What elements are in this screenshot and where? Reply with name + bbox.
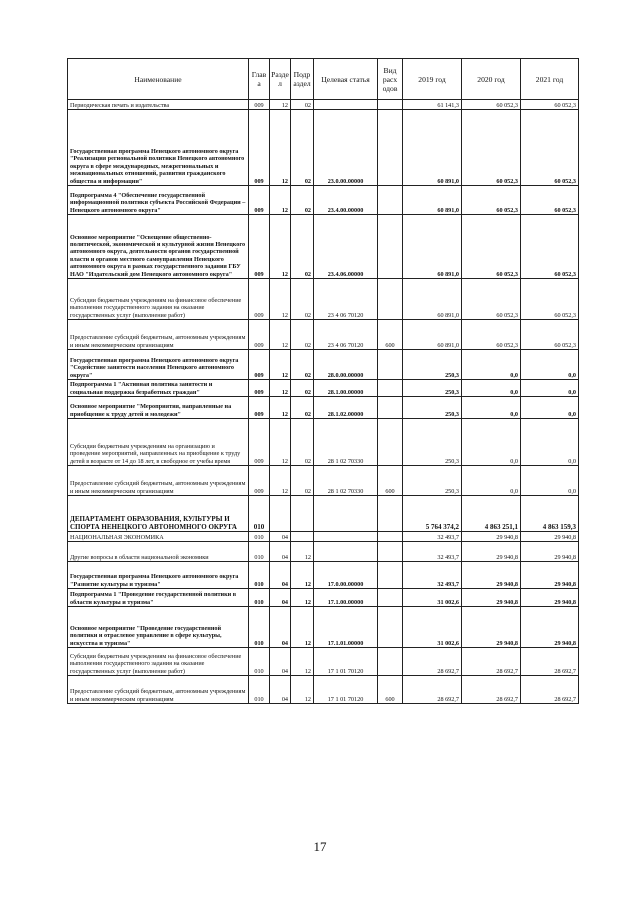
cell-glava: 010 — [249, 589, 270, 607]
table-row — [68, 215, 579, 279]
table-row — [68, 419, 579, 466]
cell-name: Другие вопросы в области национальной экономики — [68, 542, 249, 562]
cell-razdel: 12 — [270, 279, 291, 320]
cell-name: НАЦИОНАЛЬНАЯ ЭКОНОМИКА — [68, 532, 249, 542]
budget-table — [67, 58, 579, 704]
header-razdel: Разде л — [270, 59, 291, 100]
cell-2019: 61 141,3 — [403, 100, 462, 110]
cell-name: Субсидии бюджетным учреждениям на финансовое обеспечение выполнения государственного задания на оказание государственных услуг (выполнение работ) — [68, 279, 249, 320]
cell-expense-type: 600 — [378, 320, 403, 350]
cell-2019: 250,3 — [403, 419, 462, 466]
cell-2019: 31 002,6 — [403, 607, 462, 648]
cell-2020: 0,0 — [462, 397, 521, 419]
cell-podrazdel: 02 — [291, 186, 314, 215]
cell-2020: 29 940,8 — [462, 542, 521, 562]
header-target: Целевая статья — [314, 59, 378, 100]
table-row — [68, 186, 579, 215]
cell-2021: 0,0 — [521, 397, 579, 419]
cell-2020: 60 052,3 — [462, 100, 521, 110]
cell-expense-type — [378, 110, 403, 186]
header-name: Наименование — [68, 59, 249, 100]
table-row — [68, 279, 579, 320]
cell-2019: 60 891,0 — [403, 110, 462, 186]
cell-target: 17.1.01.00000 — [314, 607, 378, 648]
cell-2021: 0,0 — [521, 380, 579, 397]
cell-target: 28.0.00.00000 — [314, 350, 378, 380]
cell-podrazdel — [291, 496, 314, 532]
cell-podrazdel: 12 — [291, 676, 314, 704]
cell-name: Основное мероприятие "Проведение государственной политики и отраслевое управление в сфере культуры, искусства и туризма" — [68, 607, 249, 648]
cell-podrazdel: 02 — [291, 350, 314, 380]
cell-glava: 010 — [249, 542, 270, 562]
cell-2020: 29 940,8 — [462, 607, 521, 648]
table-row — [68, 466, 579, 496]
cell-expense-type — [378, 562, 403, 589]
cell-target: 17 1 01 70120 — [314, 648, 378, 676]
cell-2020: 0,0 — [462, 350, 521, 380]
cell-2020: 60 052,3 — [462, 110, 521, 186]
table-row — [68, 542, 579, 562]
cell-name: Основное мероприятие "Мероприятия, направленные на приобщение к труду детей и молодежи" — [68, 397, 249, 419]
cell-razdel: 12 — [270, 186, 291, 215]
cell-razdel: 04 — [270, 607, 291, 648]
cell-expense-type — [378, 419, 403, 466]
cell-podrazdel: 12 — [291, 648, 314, 676]
header-glava: Глав а — [249, 59, 270, 100]
cell-glava: 010 — [249, 532, 270, 542]
table-row — [68, 562, 579, 589]
cell-2021: 60 052,3 — [521, 186, 579, 215]
cell-glava: 009 — [249, 279, 270, 320]
cell-expense-type — [378, 350, 403, 380]
cell-razdel: 04 — [270, 532, 291, 542]
header-expense-type: Вид расх одов — [378, 59, 403, 100]
cell-target — [314, 532, 378, 542]
cell-razdel: 12 — [270, 419, 291, 466]
cell-2020: 28 692,7 — [462, 676, 521, 704]
cell-target: 23.4.06.00000 — [314, 215, 378, 279]
cell-expense-type — [378, 648, 403, 676]
table-row — [68, 100, 579, 110]
cell-razdel: 04 — [270, 562, 291, 589]
cell-podrazdel: 12 — [291, 607, 314, 648]
cell-razdel: 12 — [270, 397, 291, 419]
cell-2020: 28 692,7 — [462, 648, 521, 676]
header-2019: 2019 год — [403, 59, 462, 100]
cell-expense-type — [378, 397, 403, 419]
cell-podrazdel: 02 — [291, 419, 314, 466]
header-2021: 2021 год — [521, 59, 579, 100]
cell-glava: 009 — [249, 350, 270, 380]
cell-razdel: 04 — [270, 676, 291, 704]
cell-razdel: 04 — [270, 648, 291, 676]
cell-2020: 0,0 — [462, 419, 521, 466]
cell-target: 23.4.00.00000 — [314, 186, 378, 215]
cell-name: Предоставление субсидий бюджетным, автономным учреждениям и иным некоммерческим организациям — [68, 320, 249, 350]
cell-expense-type: 600 — [378, 676, 403, 704]
cell-glava: 009 — [249, 380, 270, 397]
cell-name: Основное мероприятие "Освещение общественно-политической, экономической и культурной жизни Ненецкого автономного округа, деятельности органов государственной власти и органов местного самоуправления Ненецкого автономного округа в рамках государственного задания ГБУ НАО "Издательский дом Ненецкого автономного округа" — [68, 215, 249, 279]
cell-expense-type — [378, 496, 403, 532]
cell-razdel: 12 — [270, 100, 291, 110]
cell-target: 23 4 06 70120 — [314, 320, 378, 350]
cell-2019: 28 692,7 — [403, 648, 462, 676]
cell-name: Подпрограмма 4 "Обеспечение государственной информационной политики субъекта Российской Федерации – Ненецкого автономного округа" — [68, 186, 249, 215]
cell-2020: 60 052,3 — [462, 215, 521, 279]
cell-podrazdel — [291, 532, 314, 542]
cell-podrazdel: 02 — [291, 110, 314, 186]
cell-name: Предоставление субсидий бюджетным, автономным учреждениям и иным некоммерческим организациям — [68, 466, 249, 496]
cell-target: 17 1 01 70120 — [314, 676, 378, 704]
cell-2021: 60 052,3 — [521, 110, 579, 186]
table-row — [68, 589, 579, 607]
cell-podrazdel: 02 — [291, 466, 314, 496]
cell-2020: 60 052,3 — [462, 186, 521, 215]
table-row — [68, 607, 579, 648]
cell-podrazdel: 02 — [291, 279, 314, 320]
cell-target: 23 4 06 70120 — [314, 279, 378, 320]
header-2020: 2020 год — [462, 59, 521, 100]
cell-expense-type — [378, 279, 403, 320]
cell-2019: 28 692,7 — [403, 676, 462, 704]
cell-razdel: 12 — [270, 350, 291, 380]
cell-2019: 60 891,0 — [403, 186, 462, 215]
cell-2019: 32 493,7 — [403, 562, 462, 589]
cell-name: Подпрограмма 1 "Активная политика занятости и социальная поддержка безработных граждан" — [68, 380, 249, 397]
cell-glava: 009 — [249, 466, 270, 496]
cell-podrazdel: 02 — [291, 397, 314, 419]
cell-razdel: 12 — [270, 320, 291, 350]
cell-2021: 0,0 — [521, 350, 579, 380]
cell-2019: 250,3 — [403, 350, 462, 380]
cell-2020: 60 052,3 — [462, 279, 521, 320]
table-row — [68, 380, 579, 397]
cell-2021: 28 692,7 — [521, 648, 579, 676]
cell-target — [314, 100, 378, 110]
cell-2021: 29 940,8 — [521, 562, 579, 589]
cell-target — [314, 496, 378, 532]
cell-2019: 250,3 — [403, 466, 462, 496]
cell-2019: 32 493,7 — [403, 532, 462, 542]
cell-name: Периодическая печать и издательства — [68, 100, 249, 110]
cell-razdel: 04 — [270, 589, 291, 607]
cell-target: 17.1.00.00000 — [314, 589, 378, 607]
cell-2021: 29 940,8 — [521, 589, 579, 607]
page-number: 17 — [313, 839, 327, 854]
cell-2019: 250,3 — [403, 397, 462, 419]
cell-2019: 32 493,7 — [403, 542, 462, 562]
table-row — [68, 320, 579, 350]
cell-podrazdel: 02 — [291, 215, 314, 279]
cell-glava: 010 — [249, 648, 270, 676]
cell-target — [314, 542, 378, 562]
table-row — [68, 532, 579, 542]
cell-glava: 009 — [249, 186, 270, 215]
cell-expense-type — [378, 532, 403, 542]
cell-target: 28 1 02 70330 — [314, 466, 378, 496]
cell-target: 28.1.02.00000 — [314, 397, 378, 419]
cell-target: 17.0.00.00000 — [314, 562, 378, 589]
cell-2019: 31 002,6 — [403, 589, 462, 607]
cell-razdel: 04 — [270, 542, 291, 562]
cell-2021: 60 052,3 — [521, 215, 579, 279]
cell-name: ДЕПАРТАМЕНТ ОБРАЗОВАНИЯ, КУЛЬТУРЫ И СПОРТА НЕНЕЦКОГО АВТОНОМНОГО ОКРУГА — [68, 496, 249, 532]
cell-2021: 29 940,8 — [521, 532, 579, 542]
cell-razdel: 12 — [270, 110, 291, 186]
table-row — [68, 676, 579, 704]
cell-target: 23.0.00.00000 — [314, 110, 378, 186]
header-podrazdel: Подр аздел — [291, 59, 314, 100]
cell-target: 28.1.00.00000 — [314, 380, 378, 397]
cell-razdel: 12 — [270, 380, 291, 397]
cell-expense-type — [378, 186, 403, 215]
cell-glava: 010 — [249, 607, 270, 648]
cell-2019: 5 764 374,2 — [403, 496, 462, 532]
cell-name: Субсидии бюджетным учреждениям на организацию и проведение мероприятий, направленных на приобщение к труду детей в возрасте от 14 до 18 лет, в свободное от учебы время — [68, 419, 249, 466]
cell-2021: 28 692,7 — [521, 676, 579, 704]
cell-2020: 29 940,8 — [462, 532, 521, 542]
cell-podrazdel: 12 — [291, 542, 314, 562]
cell-glava: 009 — [249, 397, 270, 419]
table-header-row — [68, 59, 579, 100]
cell-name: Субсидии бюджетным учреждениям на финансовое обеспечение выполнения государственного задания на оказание государственных услуг (выполнение работ) — [68, 648, 249, 676]
cell-target: 28 1 02 70330 — [314, 419, 378, 466]
cell-2021: 60 052,3 — [521, 100, 579, 110]
cell-2019: 250,3 — [403, 380, 462, 397]
cell-name: Подпрограмма 1 "Проведение государственной политики в области культуры и туризма" — [68, 589, 249, 607]
cell-glava: 009 — [249, 419, 270, 466]
cell-2020: 0,0 — [462, 380, 521, 397]
cell-glava: 009 — [249, 100, 270, 110]
cell-razdel — [270, 496, 291, 532]
cell-expense-type — [378, 215, 403, 279]
cell-glava: 009 — [249, 110, 270, 186]
cell-glava: 009 — [249, 320, 270, 350]
cell-2020: 29 940,8 — [462, 589, 521, 607]
cell-podrazdel: 12 — [291, 589, 314, 607]
cell-2021: 60 052,3 — [521, 279, 579, 320]
cell-razdel: 12 — [270, 466, 291, 496]
cell-glava: 010 — [249, 676, 270, 704]
cell-name: Предоставление субсидий бюджетным, автономным учреждениям и иным некоммерческим организациям — [68, 676, 249, 704]
cell-podrazdel: 02 — [291, 320, 314, 350]
cell-2020: 4 863 251,1 — [462, 496, 521, 532]
cell-podrazdel: 12 — [291, 562, 314, 589]
table-row — [68, 496, 579, 532]
cell-expense-type — [378, 607, 403, 648]
cell-2021: 60 052,3 — [521, 320, 579, 350]
cell-expense-type — [378, 380, 403, 397]
cell-podrazdel: 02 — [291, 100, 314, 110]
cell-2019: 60 891,0 — [403, 215, 462, 279]
cell-name: Государственная программа Ненецкого автономного округа "Содействие занятости населения Ненецкого автономного округа" — [68, 350, 249, 380]
cell-expense-type — [378, 100, 403, 110]
cell-2021: 29 940,8 — [521, 542, 579, 562]
cell-expense-type — [378, 542, 403, 562]
cell-name: Государственная программа Ненецкого автономного округа "Реализация региональной политики Ненецкого автономного округа в сфере международных, межрегиональных и межнациональных отношений, развития гражданского общества и информации" — [68, 110, 249, 186]
table-row — [68, 397, 579, 419]
table-row — [68, 648, 579, 676]
cell-glava: 009 — [249, 215, 270, 279]
cell-2020: 29 940,8 — [462, 562, 521, 589]
table-row — [68, 350, 579, 380]
cell-razdel: 12 — [270, 215, 291, 279]
cell-2021: 0,0 — [521, 419, 579, 466]
table-body — [68, 100, 579, 704]
cell-2021: 29 940,8 — [521, 607, 579, 648]
cell-2021: 4 863 159,3 — [521, 496, 579, 532]
cell-glava: 010 — [249, 562, 270, 589]
cell-2019: 60 891,0 — [403, 320, 462, 350]
table-row — [68, 110, 579, 186]
cell-2019: 60 891,0 — [403, 279, 462, 320]
cell-2020: 60 052,3 — [462, 320, 521, 350]
cell-2021: 0,0 — [521, 466, 579, 496]
cell-expense-type: 600 — [378, 466, 403, 496]
cell-podrazdel: 02 — [291, 380, 314, 397]
cell-glava: 010 — [249, 496, 270, 532]
cell-2020: 0,0 — [462, 466, 521, 496]
cell-expense-type — [378, 589, 403, 607]
cell-name: Государственная программа Ненецкого автономного округа "Развитие культуры и туризма" — [68, 562, 249, 589]
